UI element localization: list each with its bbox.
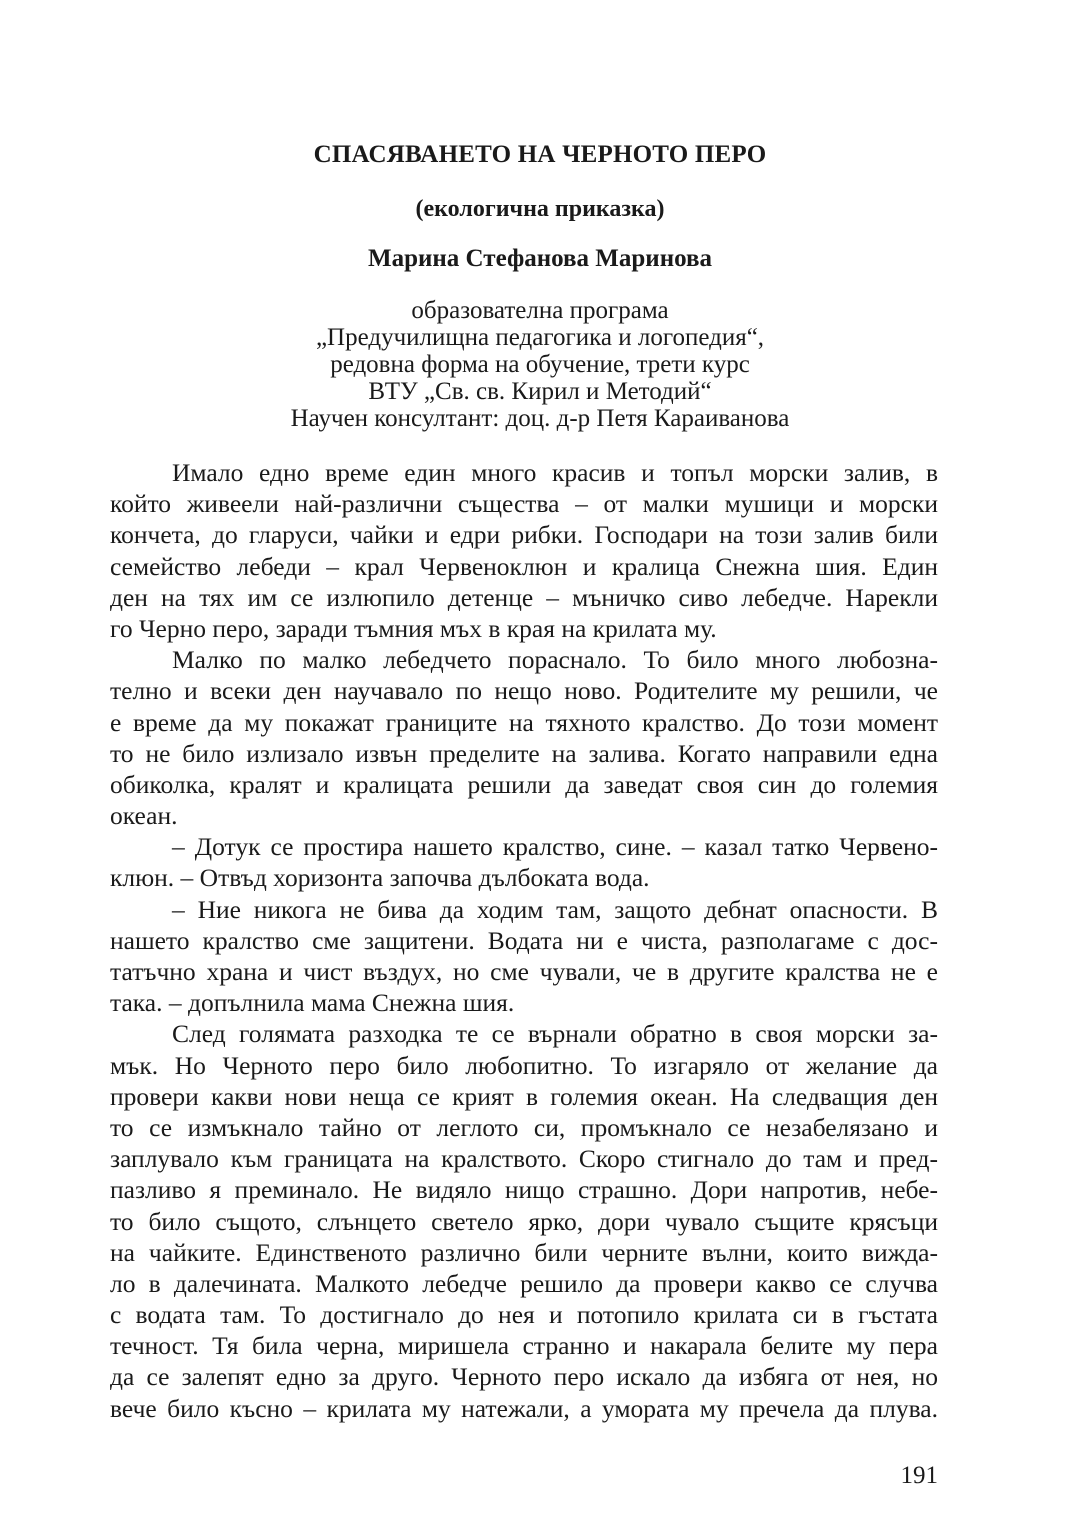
text-line: – Ние никога не бива да ходим там, защото дебнат опасности. В	[172, 894, 938, 924]
text-line: така. – допълнила мама Снежна шия.	[110, 988, 515, 1018]
text-line: заплувало към границата на кралството. Скоро стигнало до там и пред-	[110, 1144, 938, 1174]
paragraph	[110, 894, 938, 1019]
text-line: татъчно храна и чист въздух, но сме чували, че в другите кралства не е	[110, 957, 938, 986]
text-line: да се залепят едно за друго. Черното перо искало да избяга от нея, но	[110, 1362, 938, 1392]
text-line: с водата там. То достигнало до нея и потопило крилата си в гъстата	[110, 1300, 938, 1330]
text-line: то било същото, слънцето светело ярко, дори чувало същите крясъци	[110, 1206, 938, 1236]
text-line: клюн. – Отвъд хоризонта започва дълбоката вода.	[110, 863, 650, 893]
text-line: го Черно перо, заради тъмния мъх в края на крилата му.	[110, 613, 717, 643]
text-line: провери какви нови неща се крият в големия океан. На следващия ден	[110, 1081, 938, 1111]
author-name: Марина Стефанова Маринова	[368, 245, 712, 272]
text-line: то се измъкнало тайно от леглото си, промъкнало се незабелязано и	[110, 1112, 938, 1142]
paragraph	[110, 644, 938, 831]
story-subtitle: (екологична приказка)	[415, 196, 665, 222]
text-line: течност. Тя била черна, миришела странно и накарала белите му пера	[110, 1331, 938, 1361]
text-line: пазливо я преминало. Не видяло нищо страшно. Дори напротив, небе-	[110, 1175, 938, 1205]
paragraph	[110, 457, 938, 644]
text-line: на чайките. Единственото различно били черните вълни, които виждa-	[110, 1237, 938, 1267]
page-number: 191	[900, 1462, 938, 1489]
affiliation-line: „Предучилищна педагогика и логопедия“,	[315, 324, 765, 351]
story-title: СПАСЯВАНЕТО НА ЧЕРНОТО ПЕРО	[313, 141, 767, 168]
text-line: ден на тях им се излюпило детенце – мъничко сиво лебедче. Нарекли	[110, 582, 938, 612]
paragraph	[110, 831, 938, 893]
text-line: телно и всеки ден научавало по нещо ново. Родителите му решили, че	[110, 676, 938, 706]
affiliation-line: редовна форма на обучение, трети курс	[330, 351, 750, 378]
text-line: обиколка, кралят и кралицата решили да заведат своя син до големия	[110, 769, 938, 799]
text-line: вече било късно – крилата му натежали, а умората му пречела да плува.	[110, 1393, 938, 1423]
author-affiliation	[0, 297, 1080, 432]
text-line: е време да му покажат границите на тяхното кралство. До този момент	[110, 707, 938, 737]
text-line: Имало едно време един много красив и топъл морски залив, в	[172, 458, 938, 487]
affiliation-line: образователна програма	[411, 297, 669, 324]
text-line: ло в далечината. Малкото лебедче решило да провери какво се случва	[110, 1268, 938, 1298]
text-line: кончета, до гларуси, чайки и едри рибки. Господари на този залив били	[110, 520, 938, 550]
affiliation-line: ВТУ „Св. св. Кирил и Методий“	[368, 378, 712, 405]
text-line: океан.	[110, 801, 178, 831]
text-line: който живеели най-различни същества – от малки мушици и морски	[110, 489, 938, 519]
text-line: нашето кралство сме защитени. Водата ни е чиста, разполагаме с дос-	[110, 925, 938, 955]
story-body	[110, 457, 938, 1424]
text-line: то не било излизало извън пределите на залива. Когато направили една	[110, 738, 938, 768]
affiliation-line: Научен консултант: доц. д-р Петя Караиванова	[290, 405, 790, 432]
text-line: След голямата разходка те се върнали обратно в своя морски за-	[172, 1019, 938, 1049]
text-line: Малко по малко лебедчето пораснало. То било много любозна-	[172, 645, 938, 675]
text-line: семейство лебеди – крал Червеноклюн и кралица Снежна шия. Един	[110, 551, 938, 581]
paragraph	[110, 1018, 938, 1423]
text-line: – Дотук се простира нашето кралство, сине. – казал татко Червено-	[172, 832, 938, 862]
text-line: мък. Но Черното перо било любопитно. То изгаряло от желание да	[110, 1050, 938, 1080]
